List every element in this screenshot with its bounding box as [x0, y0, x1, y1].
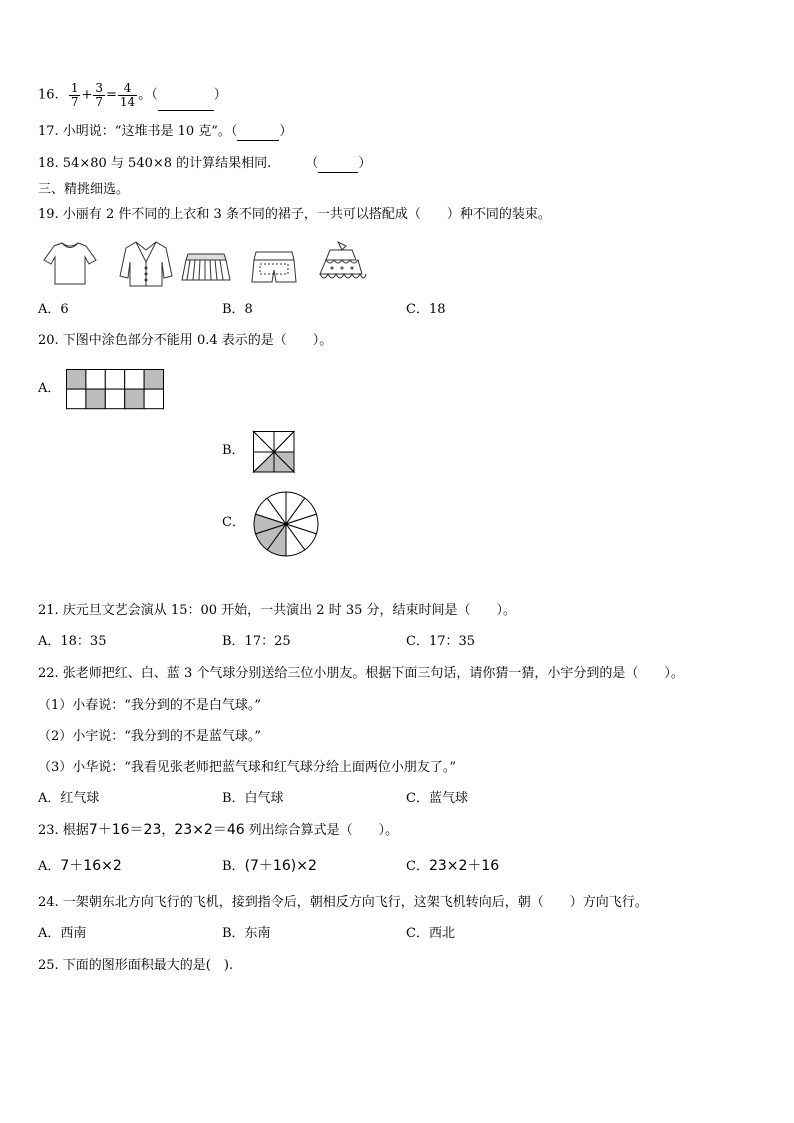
option-a[interactable]: A．6 — [38, 302, 69, 317]
grid-cell — [144, 389, 163, 409]
option-c[interactable]: C．18 — [406, 302, 446, 317]
question-17: 17. 小明说：“这堆书是 10 克”。（ ） — [38, 124, 293, 139]
section-heading: 三、精挑细选。 — [38, 182, 130, 197]
shaded-cell — [144, 370, 163, 390]
clothes-pictures — [40, 240, 370, 290]
question-23: 23. 根据7＋16＝23，23×2＝46 列出综合算式是（ ）。 — [38, 822, 399, 838]
option-c[interactable]: C．23×2＋16 — [406, 858, 500, 874]
grid-cell — [67, 389, 86, 409]
question-24: 24. 一架朝东北方向飞行的飞机，接到指令后，朝相反方向飞行，这架飞机转向后，朝（ ）方向飞行。 — [38, 895, 648, 910]
statement-2: （2）小宇说：“我分到的不是蓝气球。” — [38, 729, 262, 744]
option-a[interactable]: A．西南 — [38, 926, 87, 941]
option-c[interactable]: C．17：35 — [406, 634, 476, 649]
shaded-cell — [125, 389, 144, 409]
shorts-skirt-icon — [252, 252, 296, 282]
question-16: 16. $\frac{1}{7}$ + $\frac{3}{7}$ = $\frac{4}{14}$ 。（ ） — [38, 81, 227, 109]
shaded-cell — [86, 389, 105, 409]
blouse-icon — [120, 242, 172, 286]
grid-cell — [86, 370, 105, 390]
option-b[interactable]: B．8 — [222, 302, 253, 317]
answer-blank[interactable] — [237, 124, 279, 141]
option-b[interactable]: B．17：25 — [222, 634, 291, 649]
square-sector-figure — [253, 431, 295, 473]
pleated-skirt-icon — [182, 254, 230, 280]
option-a[interactable]: A．18：35 — [38, 634, 107, 649]
option-c[interactable]: C．蓝气球 — [406, 791, 468, 806]
grid-cell — [125, 370, 144, 390]
question-22: 22. 张老师把红、白、蓝 3 个气球分别送给三位小朋友。根据下面三句话，请你猜一猜，小宇分到的是（ ）。 — [38, 666, 684, 681]
grid-cell — [105, 389, 124, 409]
grid-cell — [105, 370, 124, 390]
statement-3: （3）小华说：“我看见张老师把蓝气球和红气球分给上面两位小朋友了。” — [38, 760, 457, 775]
option-a[interactable]: A．7＋16×2 — [38, 858, 122, 874]
question-21: 21. 庆元旦文艺会演从 15：00 开始，一共演出 2 时 35 分，结束时间是（ ）。 — [38, 603, 516, 618]
fraction-4-14: $\frac{4}{14}$ — [119, 81, 136, 109]
question-18: 18. 54×80 与 540×8 的计算结果相同. （ ） — [38, 156, 372, 171]
answer-blank[interactable] — [318, 156, 358, 173]
option-b[interactable]: B．(7＋16)×2 — [222, 858, 317, 874]
option-b[interactable]: B．白气球 — [222, 791, 284, 806]
shaded-cell — [67, 370, 86, 390]
question-25: 25. 下面的图形面积最大的是( ). — [38, 958, 234, 973]
option-c[interactable]: C．西北 — [406, 926, 455, 941]
ruffle-skirt-icon — [320, 242, 366, 278]
option-c-label[interactable]: C． — [222, 515, 245, 530]
question-20: 20. 下图中涂色部分不能用 0.4 表示的是（ ）。 — [38, 333, 333, 348]
statement-1: （1）小春说：“我分到的不是白气球。” — [38, 698, 262, 713]
answer-blank[interactable] — [158, 80, 214, 111]
option-b[interactable]: B．东南 — [222, 926, 271, 941]
option-a-label[interactable]: A． — [38, 381, 61, 396]
circle-sector-figure — [253, 491, 319, 557]
fraction-3-7: $\frac{3}{7}$ — [95, 81, 104, 109]
question-19: 19. 小丽有 2 件不同的上衣和 3 条不同的裙子，一共可以搭配成（ ）种不同的装束。 — [38, 207, 551, 222]
option-b-label[interactable]: B． — [222, 443, 245, 458]
option-a[interactable]: A．红气球 — [38, 791, 100, 806]
grid-figure — [66, 369, 164, 409]
shirt-icon — [44, 243, 96, 284]
fraction-1-7: $\frac{1}{7}$ — [70, 81, 79, 109]
